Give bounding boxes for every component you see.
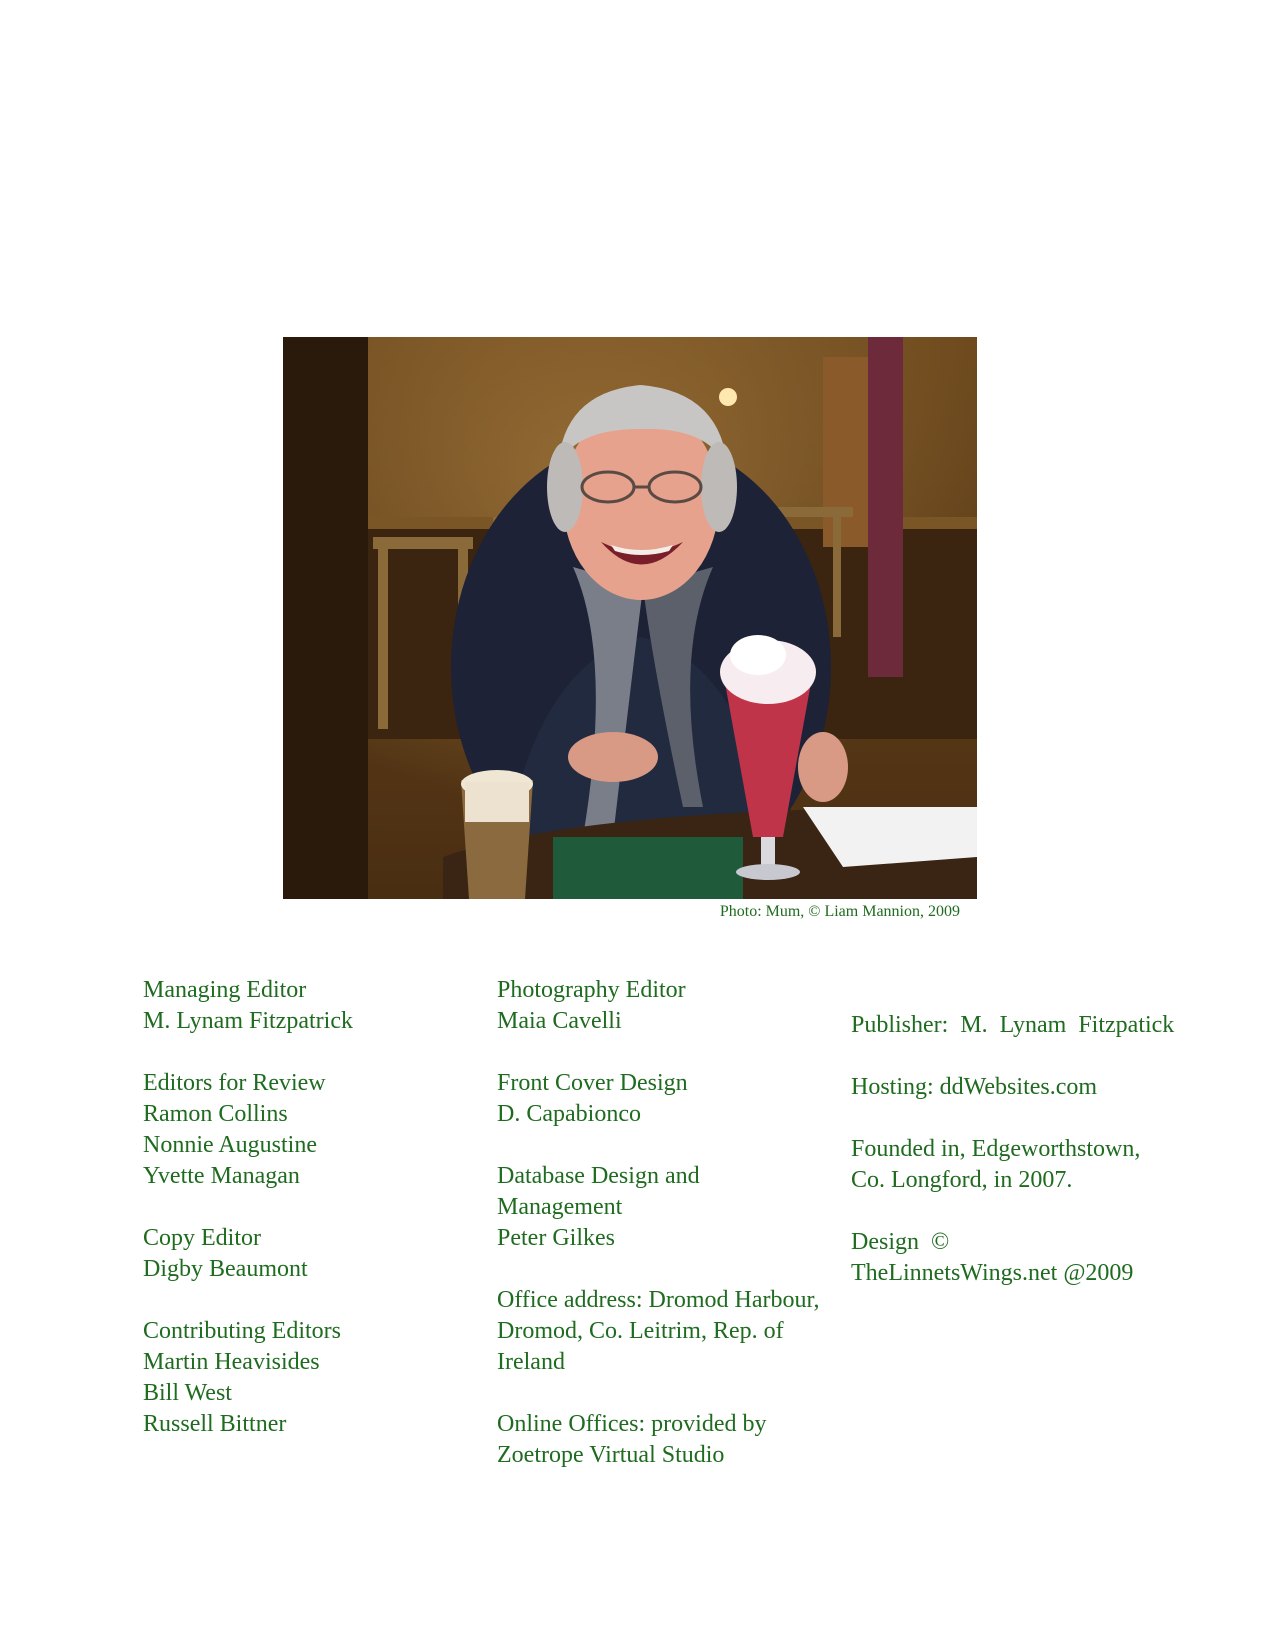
photography-editor-block — [497, 975, 842, 1037]
photo-image — [283, 337, 977, 899]
hosting: Hosting: ddWebsites.com — [851, 1074, 1098, 1100]
founded-block — [851, 1134, 1161, 1196]
role-title: Photography Editor — [497, 977, 686, 1003]
design-block — [851, 1227, 1166, 1289]
office-address-block — [497, 1285, 822, 1378]
masthead-column-2 — [497, 975, 842, 1502]
design-credit: Design © TheLinnetsWings.net @2009 — [851, 1229, 1134, 1286]
person-name: Ramon Collins — [143, 1101, 288, 1127]
role-title: Front Cover Design — [497, 1070, 688, 1096]
photo-caption: Photo: Mum, © Liam Mannion, 2009 — [719, 903, 960, 920]
publisher: Publisher: M. Lynam Fitzpatick — [851, 1012, 1175, 1038]
publisher-block — [851, 1010, 1181, 1041]
hosting-block — [851, 1072, 1181, 1103]
person-name: Yvette Managan — [143, 1163, 300, 1189]
person-name: Peter Gilkes — [497, 1225, 615, 1251]
masthead-column-1 — [143, 975, 463, 1471]
office-address: Office address: Dromod Harbour, Dromod, Co. Leitrim, Rep. of Ireland — [497, 1287, 820, 1375]
copy-editor-block — [143, 1223, 463, 1285]
database-design-block — [497, 1161, 727, 1254]
role-title: Copy Editor — [143, 1225, 261, 1251]
online-offices: Online Offices: provided by Zoetrope Virtual Studio — [497, 1411, 767, 1468]
masthead-column-3 — [851, 1010, 1181, 1320]
person-name: Bill West — [143, 1380, 232, 1406]
online-offices-block — [497, 1409, 787, 1471]
editors-for-review-block — [143, 1068, 463, 1192]
front-cover-design-block — [497, 1068, 842, 1130]
role-title: Managing Editor — [143, 977, 307, 1003]
person-name: M. Lynam Fitzpatrick — [143, 1008, 353, 1034]
person-name: Martin Heavisides — [143, 1349, 320, 1375]
person-name: Digby Beaumont — [143, 1256, 308, 1282]
person-name: Maia Cavelli — [497, 1008, 622, 1034]
contributing-editors-block — [143, 1316, 463, 1440]
person-name: D. Capabionco — [497, 1101, 641, 1127]
role-title: Database Design and Management — [497, 1163, 700, 1220]
role-title: Editors for Review — [143, 1070, 326, 1096]
person-name: Russell Bittner — [143, 1411, 287, 1437]
person-name: Nonnie Augustine — [143, 1132, 317, 1158]
founded: Founded in, Edgeworthstown, Co. Longford, in 2007. — [851, 1136, 1141, 1193]
managing-editor-block — [143, 975, 463, 1037]
photo — [283, 337, 977, 899]
role-title: Contributing Editors — [143, 1318, 341, 1344]
